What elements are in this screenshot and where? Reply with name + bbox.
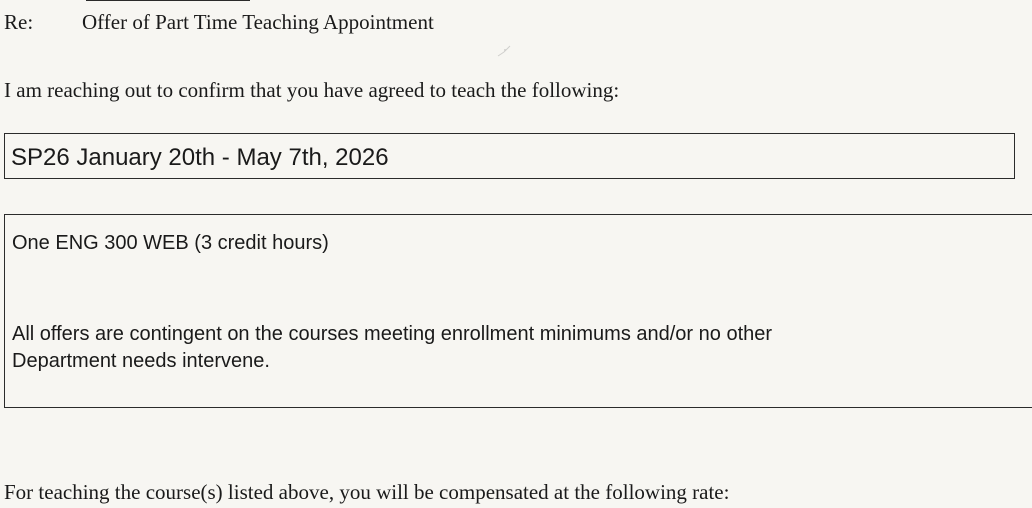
- subject-text: Offer of Part Time Teaching Appointment: [82, 10, 434, 34]
- top-divider: [86, 0, 250, 1]
- compensation-paragraph: For teaching the course(s) listed above, you will be compensated at the following rate:: [4, 480, 730, 504]
- subject-line: [4, 10, 434, 34]
- scan-speck: [496, 44, 512, 58]
- contingency-notice: [12, 321, 1022, 375]
- contingency-line-2: Department needs intervene.: [12, 350, 270, 372]
- intro-paragraph: I am reaching out to confirm that you have agreed to teach the following:: [4, 78, 620, 102]
- course-description: One ENG 300 WEB (3 credit hours): [12, 232, 329, 254]
- term-box: [4, 133, 1015, 179]
- contingency-line-1: All offers are contingent on the courses meeting enrollment minimums and/or no other: [12, 323, 773, 345]
- term-dates: SP26 January 20th - May 7th, 2026: [11, 144, 389, 171]
- subject-label: Re:: [4, 10, 34, 34]
- course-box: [4, 214, 1032, 408]
